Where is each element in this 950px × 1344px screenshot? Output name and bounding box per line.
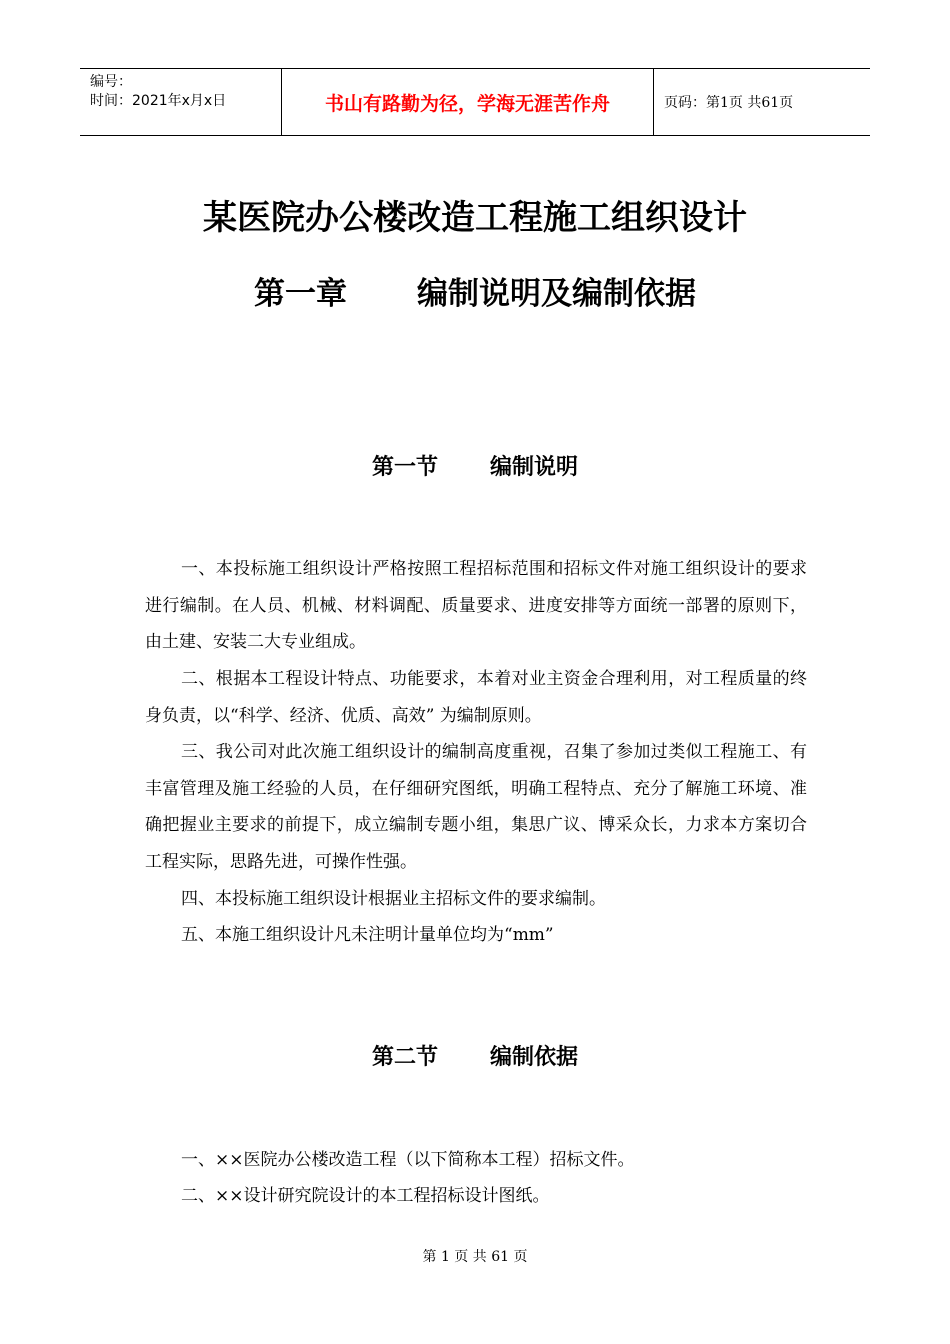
- section-heading-2: [0, 1040, 950, 1071]
- header-motto: 书山有路勤为径，学海无涯苦作舟: [282, 69, 654, 135]
- paragraph: 一、××医院办公楼改造工程（以下简称本工程）招标文件。: [181, 1150, 635, 1170]
- paragraph: 二、××设计研究院设计的本工程招标设计图纸。: [181, 1186, 550, 1206]
- header-meta-cell: [80, 69, 282, 135]
- paragraph: 五、本施工组织设计凡未注明计量单位均为“mm”: [181, 925, 554, 945]
- chapter-title: 编制说明及编制依据: [417, 276, 696, 312]
- chapter-heading: [0, 268, 950, 313]
- document-number-label: 编号：: [90, 74, 132, 90]
- section-title: 编制说明: [490, 455, 579, 480]
- paragraph: 四、本投标施工组织设计根据业主招标文件的要求编制。: [181, 889, 606, 909]
- paragraph: 三、我公司对此次施工组织设计的编制高度重视，召集了参加过类似工程施工、有丰富管理及施工经验的人员，在仔细研究图纸，明确工程特点、充分了解施工环境、准确把握业主要求的前提下，成立编制专题小组，集思广议、博采众长，力求本方案切合工程实际，思路先进，可操作性强。: [145, 742, 807, 873]
- page-footer: 第 1 页 共 61 页: [422, 1249, 528, 1265]
- document-time-label: 时间：2021年x月x日: [90, 93, 227, 109]
- section-number: 第一节: [371, 455, 438, 480]
- chapter-number: 第一章: [254, 276, 347, 312]
- page-header: [80, 68, 870, 136]
- paragraph: 一、本投标施工组织设计严格按照工程招标范围和招标文件对施工组织设计的要求进行编制。在人员、机械、材料调配、质量要求、进度安排等方面统一部署的原则下，由土建、安装二大专业组成。: [145, 559, 807, 653]
- section-title: 编制依据: [490, 1045, 579, 1070]
- section-number: 第二节: [371, 1045, 438, 1070]
- header-page-info: 页码：第1页 共61页: [664, 95, 794, 111]
- paragraph: 二、根据本工程设计特点、功能要求，本着对业主资金合理利用，对工程质量的终身负责，以“科学、经济、优质、高效” 为编制原则。: [145, 669, 807, 726]
- document-title: 某医院办公楼改造工程施工组织设计: [203, 198, 747, 238]
- section-heading-1: [0, 450, 950, 481]
